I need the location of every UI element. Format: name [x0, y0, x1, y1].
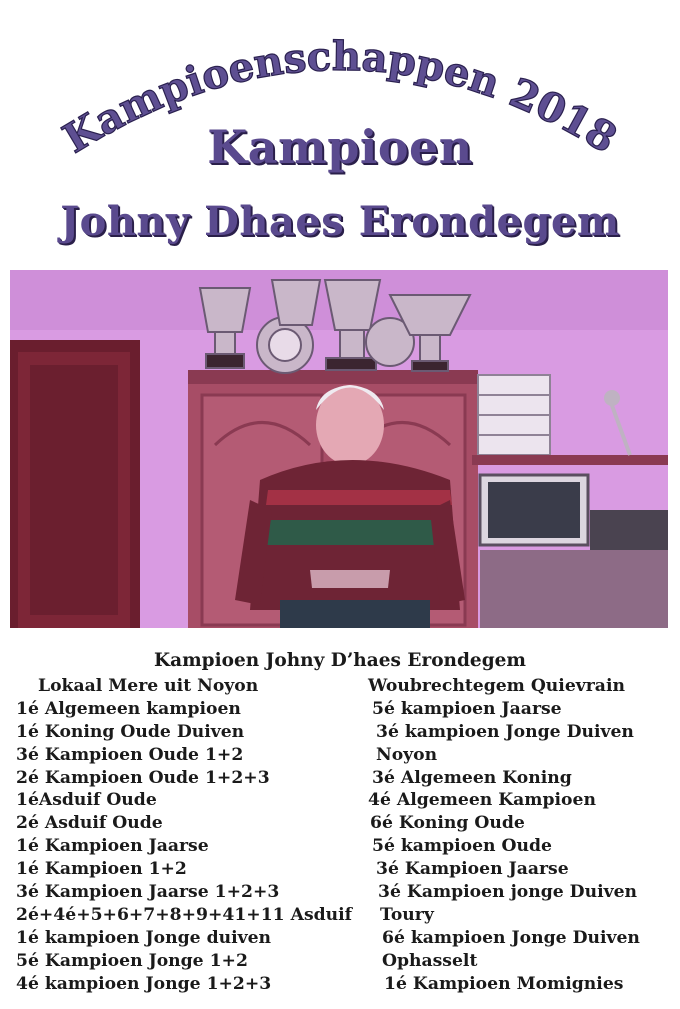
achievement-line: 3é Algemeen Koning [372, 767, 572, 788]
achievement-line: Woubrechtegem Quievrain [368, 676, 625, 696]
achievement-line: 4é Algemeen Kampioen [368, 790, 596, 811]
achievement-line: 1é Kampioen Jaarse [16, 836, 209, 857]
achievement-line: Lokaal Mere uit Noyon [38, 676, 259, 696]
achievements-right [368, 675, 640, 995]
achievement-line: 5é kampioen Oude [372, 836, 552, 857]
achievement-line: 1éAsduif Oude [16, 790, 157, 811]
achievement-line: 2é Kampioen Oude 1+2+3 [16, 767, 270, 788]
headline-name: Johny Dhaes Erondegem [60, 198, 620, 245]
achievement-line: 5é kampioen Jaarse [372, 698, 562, 719]
achievement-line: 2é Asduif Oude [16, 813, 163, 834]
achievement-line: 1é Algemeen kampioen [16, 698, 241, 719]
achievement-line: 1é Kampioen Momignies [384, 973, 624, 994]
achievements-left [16, 675, 352, 995]
achievement-line: 6é Koning Oude [370, 813, 525, 834]
photo-caption: Kampioen Johny D’haes Erondegem [154, 650, 526, 671]
trophy-photo [10, 270, 668, 628]
achievement-line: Toury [380, 904, 434, 925]
achievement-line: Ophasselt [382, 950, 478, 971]
achievement-line: 3é Kampioen Oude 1+2 [16, 744, 244, 765]
achievement-line: 3é kampioen Jonge Duiven [376, 721, 634, 742]
achievement-line: 1é Koning Oude Duiven [16, 721, 245, 742]
headline-main: Kampioen [207, 120, 473, 174]
achievement-line: Noyon [376, 744, 438, 765]
achievement-line: 3é Kampioen Jaarse 1+2+3 [16, 882, 280, 903]
headline-arc-text: Kampioenschappen 2018 [55, 32, 625, 163]
achievement-line: 4é kampioen Jonge 1+2+3 [16, 973, 272, 994]
achievement-line: 1é kampioen Jonge duiven [16, 927, 272, 948]
achievement-line: 5é Kampioen Jonge 1+2 [16, 950, 248, 971]
achievement-line: 3é Kampioen Jaarse [376, 859, 569, 880]
achievement-line: 3é Kampioen jonge Duiven [378, 882, 638, 903]
achievement-line: 2é+4é+5+6+7+8+9+41+11 Asduif [16, 904, 353, 925]
achievement-line: 6é kampioen Jonge Duiven [382, 927, 640, 948]
achievement-line: 1é Kampioen 1+2 [16, 859, 187, 880]
